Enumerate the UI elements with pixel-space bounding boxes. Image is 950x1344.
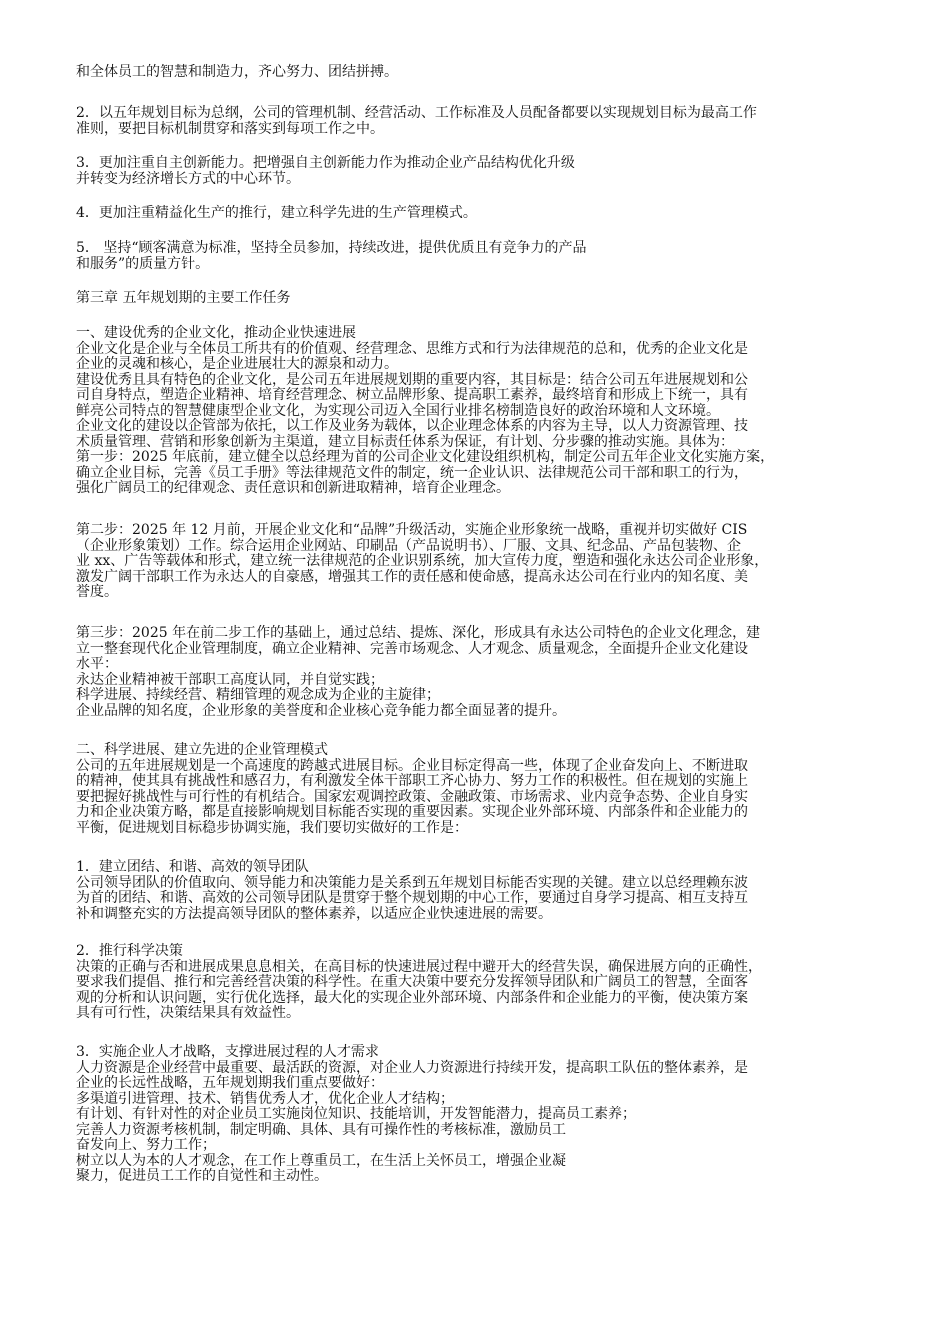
text-line: 第三步：2025 年在前二步工作的基础上，通过总结、提炼、深化，形成具有永达公司特色的企业文化理念，建 xyxy=(76,625,761,641)
text-line: 立一整套现代化企业管理制度，确立企业精神、完善市场观念、人才观念、质量观念，全面提升企业文化建设 xyxy=(76,640,748,657)
text-line: 人力资源是企业经营中最重要、最活跃的资源，对企业人力资源进行持续开发，提高职工队伍的整体素养，是 xyxy=(76,1059,748,1076)
text-line: 企业文化的建设以企管部为依托，以工作及业务为载体，以企业理念体系的内容为主导，以人力资源管理、技 xyxy=(76,418,748,434)
paragraph-item-2 xyxy=(76,106,898,137)
text-line: 5． 坚持“顾客满意为标准，坚持全员参加，持续改进，提供优质且有竞争力的产品 xyxy=(76,240,587,256)
text-line: 水平： xyxy=(76,656,118,672)
text-line: 和全体员工的智慧和制造力，齐心努力、团结拼搏。 xyxy=(76,64,398,80)
text-line: 术质量管理、营销和形象创新为主渠道，建立目标责任体系为保证，有计划、分步骤的推动实施。具体为： xyxy=(76,433,734,450)
subsection-scientific-decision xyxy=(76,944,898,1022)
subsection-heading: 2．推行科学决策 xyxy=(76,943,183,959)
chapter-title: 第三章 五年规划期的主要工作任务 xyxy=(76,290,291,306)
paragraph-item-4 xyxy=(76,206,898,222)
text-line: 观的分析和认识问题，实行优化选择，最大化的实现企业外部环境、内部条件和企业能力的平衡，使决策方案 xyxy=(76,989,748,1006)
text-line: 公司的五年进展规划是一个高速度的跨越式进展目标。企业目标定得高一些，体现了企业奋发向上、不断进取 xyxy=(76,757,748,774)
text-line: 要求我们提倡、推行和完善经营决策的科学性。在重大决策中要充分发挥领导团队和广阔员工的智慧，全面客 xyxy=(76,974,748,990)
text-line: 4．更加注重精益化生产的推行，建立科学先进的生产管理模式。 xyxy=(76,205,477,221)
subsection-heading: 1．建立团结、和谐、高效的领导团队 xyxy=(76,859,309,875)
paragraph-item-5 xyxy=(76,241,898,272)
text-line: 完善人力资源考核机制，制定明确、具体、具有可操作性的考核标准，激励员工 xyxy=(76,1121,566,1138)
text-line: 为首的团结、和谐、高效的公司领导团队是贯穿于整个规划期的中心工作，要通过自身学习提高、相互支持互 xyxy=(76,890,748,906)
text-line: 的精神，使其具有挑战性和感召力，有利激发全体干部职工齐心协力、努力工作的积极性。但在规划的实施上 xyxy=(76,773,748,789)
chapter-heading xyxy=(76,291,898,307)
text-line: 准则，要把目标机制贯穿和落实到每项工作之中。 xyxy=(76,120,384,137)
text-line: 激发广阔干部职工作为永达人的自豪感，增强其工作的责任感和使命感，提高永达公司在行业内的知名度、美 xyxy=(76,568,748,585)
paragraph-step-3 xyxy=(76,626,898,719)
text-line: 强化广阔员工的纪律观念、责任意识和创新进取精神，培育企业理念。 xyxy=(76,480,510,496)
text-line: 第二步：2025 年 12 月前，开展企业文化和“品牌”升级活动，实施企业形象统一战略，重视并切实做好 CIS xyxy=(76,522,748,538)
text-line: 企业的灵魂和核心，是企业进展壮大的源泉和动力。 xyxy=(76,356,398,372)
text-line: 司自身特点，塑造企业精神、培育经营理念、树立品牌形象、提高职工素养，最终培育和形成上下统一，具有 xyxy=(76,387,748,403)
text-line: 要把握好挑战性与可行性的有机结合。国家宏观调控政策、金融政策、市场需求、业内竞争态势、企业自身实 xyxy=(76,788,748,805)
text-line: 企业文化是企业与全体员工所共有的价值观、经营理念、思维方式和行为法律规范的总和，优秀的企业文化是 xyxy=(76,340,748,357)
text-line: 公司领导团队的价值取向、领导能力和决策能力是关系到五年规划目标能否实现的关键。建立以总经理赖东波 xyxy=(76,874,748,891)
text-line: 聚力，促进员工工作的自觉性和主动性。 xyxy=(76,1168,328,1184)
text-line: 多渠道引进管理、技术、销售优秀人才，优化企业人才结构； xyxy=(76,1090,454,1107)
text-line: 具有可行性，决策结果具有效益性。 xyxy=(76,1005,300,1021)
text-line: 企业品牌的知名度，企业形象的美誉度和企业核心竞争能力都全面显著的提升。 xyxy=(76,702,566,719)
text-line: 鲜亮公司特点的智慧健康型企业文化，为实现公司迈入全国行业排名榜制造良好的政治环境和人文环境。 xyxy=(76,402,720,419)
section-heading: 二、科学进展、建立先进的企业管理模式 xyxy=(76,742,328,758)
text-line: 永达企业精神被干部职工高度认同，并自觉实践； xyxy=(76,671,384,688)
text-line: 科学进展、持续经营、精细管理的观念成为企业的主旋律； xyxy=(76,687,440,703)
text-line: 誉度。 xyxy=(76,584,118,600)
text-line: 决策的正确与否和进展成果息息相关，在高目标的快速进展过程中避开大的经营失误，确保进展方向的正确性， xyxy=(76,958,762,975)
section-management-model xyxy=(76,743,898,836)
paragraph-spirit xyxy=(76,65,898,81)
text-line: 奋发向上、努力工作； xyxy=(76,1137,216,1153)
text-line: 企业的长远性战略，五年规划期我们重点要做好： xyxy=(76,1075,384,1091)
paragraph-item-3 xyxy=(76,156,898,187)
section-corporate-culture xyxy=(76,326,898,497)
section-heading: 一、建设优秀的企业文化，推动企业快速进展 xyxy=(76,325,356,341)
text-line: 补和调整充实的方法提高领导团队的整体素养，以适应企业快速进展的需要。 xyxy=(76,905,552,922)
text-line: 和服务”的质量方针。 xyxy=(76,255,210,272)
subsection-leadership-team xyxy=(76,860,898,922)
text-line: 有计划、有针对性的对企业员工实施岗位知识、技能培训，开发智能潜力，提高员工素养； xyxy=(76,1106,636,1122)
text-line: 第一步：2025 年底前，建立健全以总经理为首的公司企业文化建设组织机构，制定公司五年企业文化实施方案， xyxy=(76,449,775,465)
text-line: 3．更加注重自主创新能力。把增强自主创新能力作为推动企业产品结构优化升级 xyxy=(76,155,575,171)
text-line: 并转变为经济增长方式的中心环节。 xyxy=(76,170,300,187)
text-line: 树立以人为本的人才观念，在工作上尊重员工，在生活上关怀员工，增强企业凝 xyxy=(76,1152,566,1169)
text-line: 建设优秀且具有特色的企业文化，是公司五年进展规划期的重要内容，其目标是：结合公司五年进展规划和公 xyxy=(76,371,748,388)
text-line: 确立企业目标，完善《员工手册》等法律规范文件的制定，统一企业认识、法律规范公司干部和职工的行为， xyxy=(76,464,748,481)
subsection-heading: 3．实施企业人才战略，支撑进展过程的人才需求 xyxy=(76,1044,379,1060)
text-line: 2．以五年规划目标为总纲，公司的管理机制、经营活动、工作标准及人员配备都要以实现规划目标为最高工作 xyxy=(76,105,757,121)
text-line: （企业形象策划）工作。综合运用企业网站、印刷品（产品说明书）、厂服、文具、纪念品、产品包装物、企 xyxy=(76,537,741,554)
text-line: 力和企业决策方略，都是直接影响规划目标能否实现的重要因素。实现企业外部环境、内部条件和企业能力的 xyxy=(76,804,748,820)
text-line: 业 xx、广告等载体和形式，建立统一法律规范的企业识别系统，加大宣传力度，塑造和强化永达公司企业形象， xyxy=(76,553,769,569)
text-line: 平衡，促进规划目标稳步协调实施，我们要切实做好的工作是： xyxy=(76,819,468,836)
paragraph-step-2 xyxy=(76,523,898,601)
subsection-talent-strategy xyxy=(76,1045,898,1185)
